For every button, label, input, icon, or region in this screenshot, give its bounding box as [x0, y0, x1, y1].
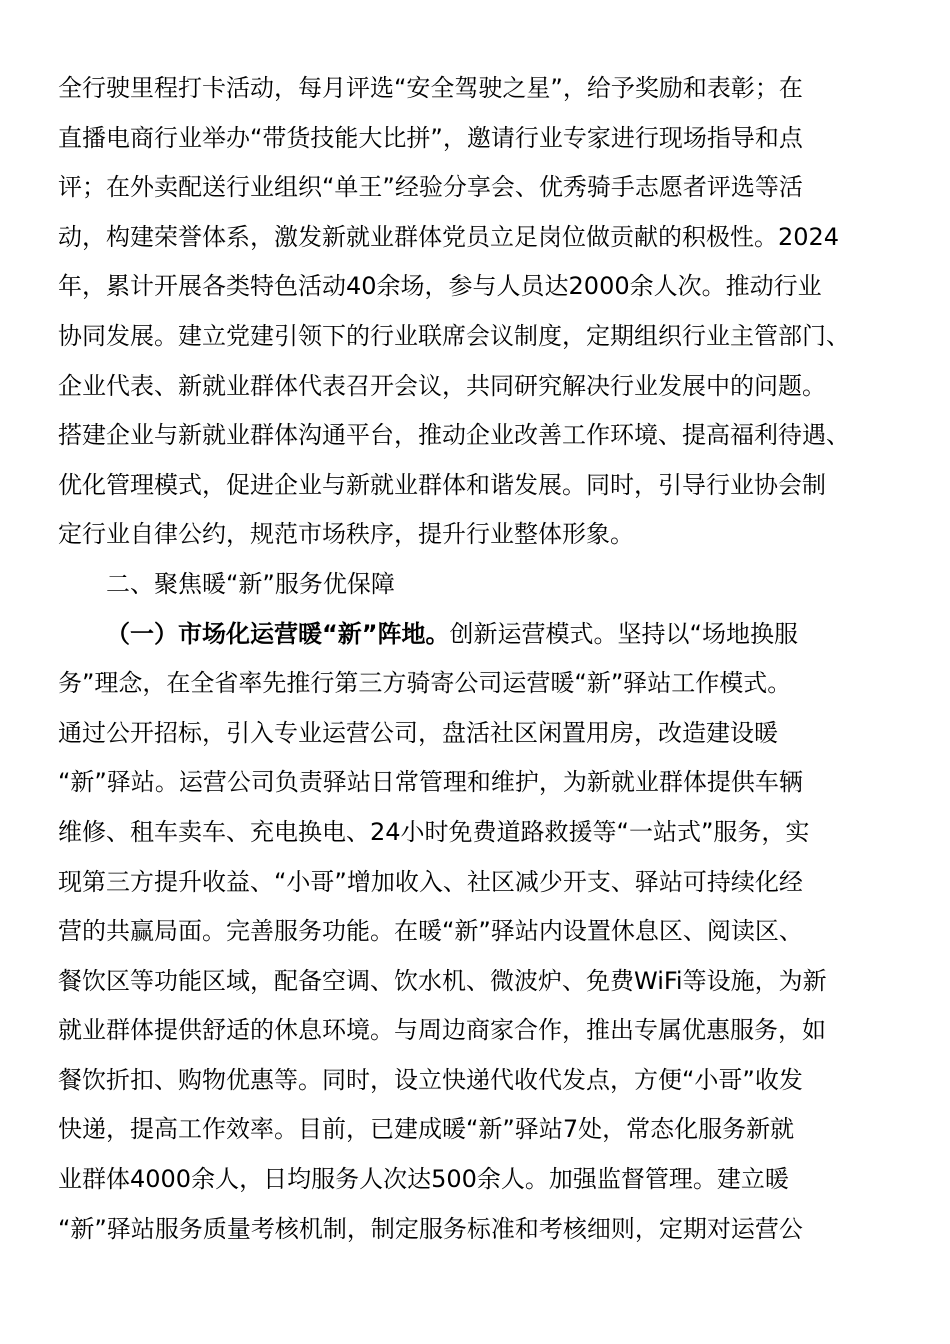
text-line: 快递，提高工作效率。目前，已建成暖“新”驿站7处，常态化服务新就 [58, 1115, 795, 1144]
text-line: 餐饮折扣、购物优惠等。同时，设立快递代收代发点，方便“小哥”收发 [58, 1065, 803, 1094]
text-line: 现第三方提升收益、“小哥”增加收入、社区减少开支、驿站可持续化经 [58, 867, 803, 896]
text-line: 动，构建荣誉体系，激发新就业群体党员立足岗位做贡献的积极性。2024 [58, 222, 840, 251]
text-line: 直播电商行业举办“带货技能大比拼”，邀请行业专家进行现场指导和点 [58, 123, 803, 152]
text-line: 餐饮区等功能区域，配备空调、饮水机、微波炉、免费WiFi等设施，为新 [58, 966, 827, 995]
text-line: 就业群体提供舒适的休息环境。与周边商家合作，推出专属优惠服务，如 [58, 1016, 826, 1045]
text-line: 维修、租车卖车、充电换电、24小时免费道路救援等“一站式”服务，实 [58, 817, 810, 846]
text-line: 年，累计开展各类特色活动40余场，参与人员达2000余人次。推动行业 [58, 272, 822, 301]
text-line: 通过公开招标，引入专业运营公司，盘活社区闲置用房，改造建设暖 [58, 718, 778, 747]
text-line: 全行驶里程打卡活动，每月评选“安全驾驶之星”，给予奖励和表彰；在 [58, 74, 803, 102]
text-line: 协同发展。建立党建引领下的行业联席会议制度，定期组织行业主管部门、 [58, 321, 850, 350]
text-line: 搭建企业与新就业群体沟通平台，推动企业改善工作环境、提高福利待遇、 [58, 421, 850, 450]
text-line: 定行业自律公约，规范市场秩序，提升行业整体形象。 [58, 520, 634, 549]
section-heading: 二、聚焦暖“新”服务优保障 [106, 569, 395, 598]
text-line: 业群体4000余人，日均服务人次达500余人。加强监督管理。建立暖 [58, 1165, 789, 1194]
subsection-title: （一）市场化运营暖“新”阵地。 [106, 619, 450, 648]
subsection-first-line-text: 创新运营模式。坚持以“场地换服 [449, 619, 798, 648]
subsection-first-line [58, 610, 892, 660]
text-line: “新”驿站服务质量考核机制，制定服务标准和考核细则，定期对运营公 [58, 1214, 803, 1243]
text-line: “新”驿站。运营公司负责驿站日常管理和维护，为新就业群体提供车辆 [58, 768, 803, 797]
text-line: 务”理念，在全省率先推行第三方骑寄公司运营暖“新”驿站工作模式。 [58, 669, 792, 698]
text-line: 营的共赢局面。完善服务功能。在暖“新”驿站内设置休息区、阅读区、 [58, 917, 803, 946]
text-line: 评；在外卖配送行业组织“单王”经验分享会、优秀骑手志愿者评选等活 [58, 173, 803, 202]
text-line: 企业代表、新就业群体代表召开会议，共同研究解决行业发展中的问题。 [58, 371, 826, 400]
text-line: 优化管理模式，促进企业与新就业群体和谐发展。同时，引导行业协会制 [58, 470, 826, 499]
document-body [58, 64, 892, 1254]
